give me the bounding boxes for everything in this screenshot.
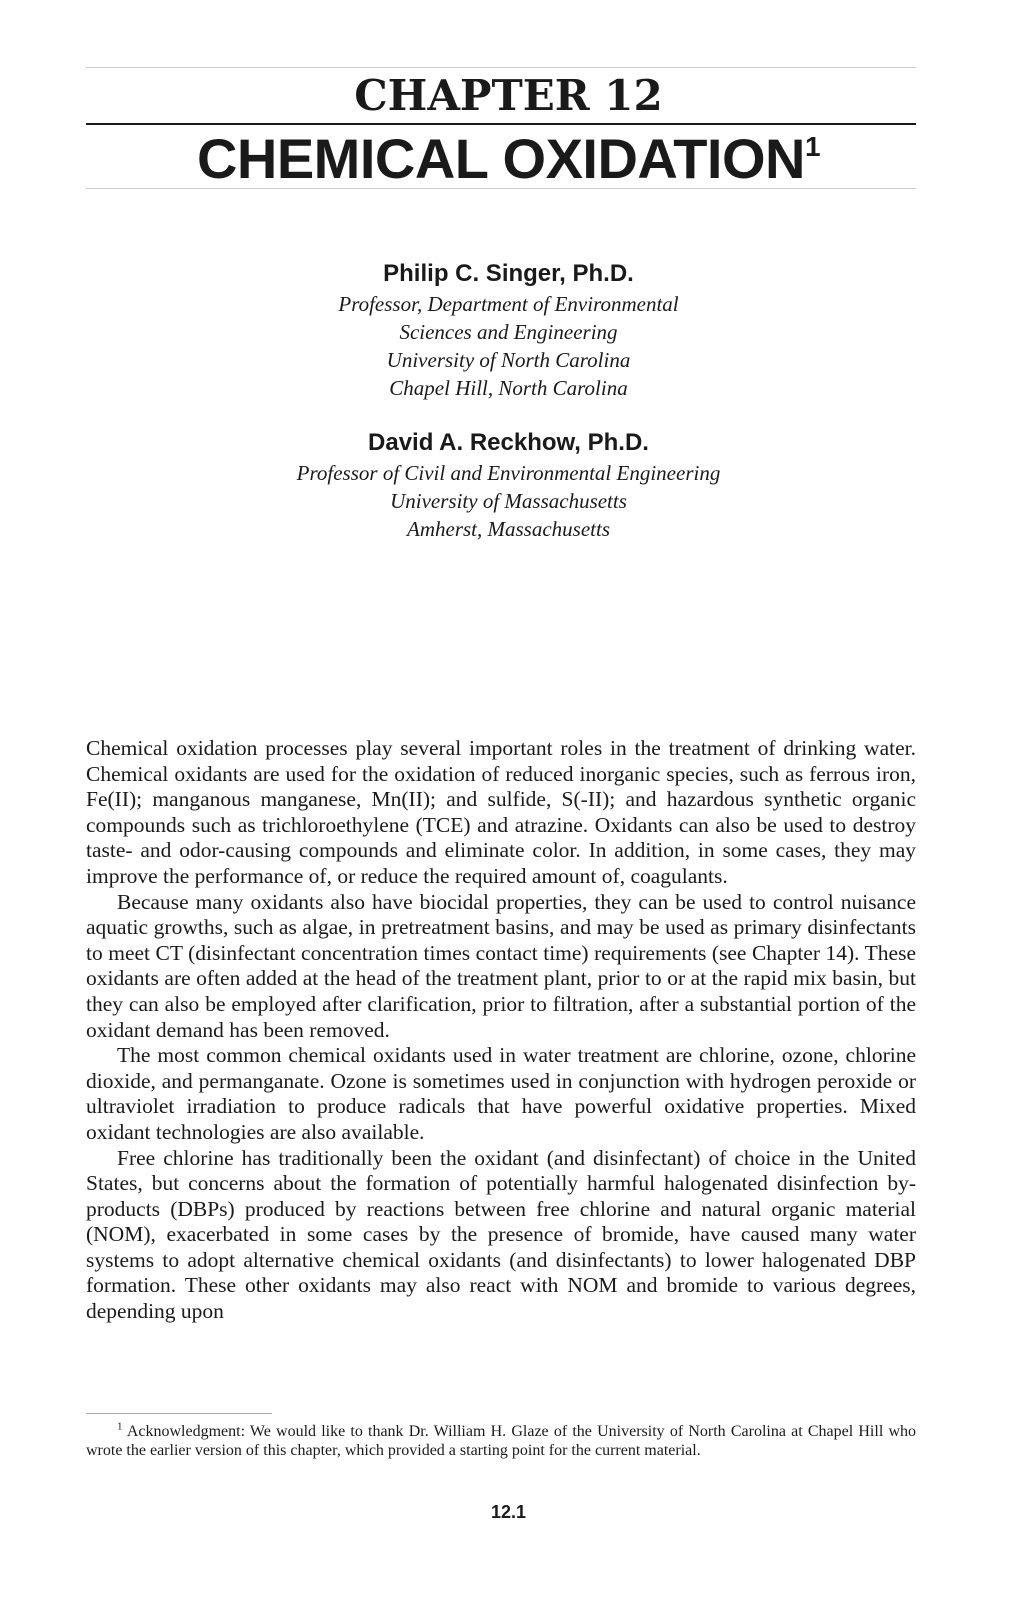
chapter-title	[0, 128, 1017, 190]
footnote-rule	[86, 1413, 272, 1414]
body-text	[86, 736, 916, 1325]
footnote-marker: 1	[117, 1420, 123, 1433]
author-affiliation-line: University of Massachusetts	[390, 489, 627, 513]
author-affiliation-line: Professor of Civil and Environmental Engineering	[296, 461, 721, 485]
chapter-title-text: CHEMICAL OXIDATION	[196, 127, 805, 190]
body-paragraph: Free chlorine has traditionally been the oxidant (and disinfectant) of choice in the United States, but concerns about the formation of potentially harmful halogenated disinfection by-products (DBPs) produced by reactions between free chlorine and natural organic material (NOM), exacerbated in some cases by the presence of bromide, have caused many water systems to adopt alternative chemical oxidants (and disinfectants) to lower halogenated DBP formation. These other oxidants may also react with NOM and bromide to various degrees, depending upon	[86, 1145, 916, 1324]
author-block	[0, 258, 1017, 402]
footnote-paragraph	[86, 1422, 916, 1460]
body-paragraph: Chemical oxidation processes play several important roles in the treatment of drinking water. Chemical oxidants are used for the oxidation of reduced inorganic species, such as ferrous iron, Fe(II); manganous manganese, Mn(II); and sulfide, S(-II); and hazardous synthetic organic compounds such as trichloroethylene (TCE) and atrazine. Oxidants can also be used to destroy taste- and odor-causing compounds and eliminate color. In addition, in some cases, they may improve the performance of, or reduce the required amount of, coagulants.	[86, 736, 916, 888]
header-middle-rule	[86, 123, 916, 125]
body-paragraph: The most common chemical oxidants used in water treatment are chlorine, ozone, chlorine dioxide, and permanganate. Ozone is sometimes used in conjunction with hydrogen peroxide or ultraviolet irradiation to produce radicals that have powerful oxidative properties. Mixed oxidant technologies are also available.	[86, 1043, 916, 1144]
author-block	[0, 427, 1017, 543]
author-affiliation-line: Chapel Hill, North Carolina	[389, 376, 628, 400]
author-affiliation-line: Amherst, Massachusetts	[407, 517, 610, 541]
chapter-label: CHAPTER 12	[354, 71, 663, 120]
author-affiliation-line: Professor, Department of Environmental	[338, 292, 679, 316]
author-affiliation-line: University of North Carolina	[386, 348, 631, 372]
author-name: Philip C. Singer, Ph.D.	[383, 260, 634, 287]
footnote	[86, 1422, 916, 1460]
chapter-title-footnote-marker: 1	[804, 131, 821, 162]
body-paragraph: Because many oxidants also have biocidal properties, they can be used to control nuisance aquatic growths, such as algae, in pretreatment basins, and may be used as primary disinfectants to meet CT (disinfectant concentration times contact time) requirements (see Chapter 14). These oxidants are often added at the head of the treatment plant, prior to or at the rapid mix basin, but they can also be employed after clarification, prior to filtration, after a substantial portion of the oxidant demand has been removed.	[86, 889, 916, 1042]
footnote-text: Acknowledgment: We would like to thank Dr. William H. Glaze of the University of North Carolina at Chapel Hill who wrote the earlier version of this chapter, which provided a starting point for the current material.	[86, 1423, 917, 1459]
author-affiliation-line: Sciences and Engineering	[399, 320, 618, 344]
header-top-rule	[86, 67, 916, 68]
page-number: 12.1	[490, 1502, 527, 1522]
author-name: David A. Reckhow, Ph.D.	[368, 429, 649, 456]
header-bottom-rule	[86, 188, 916, 189]
